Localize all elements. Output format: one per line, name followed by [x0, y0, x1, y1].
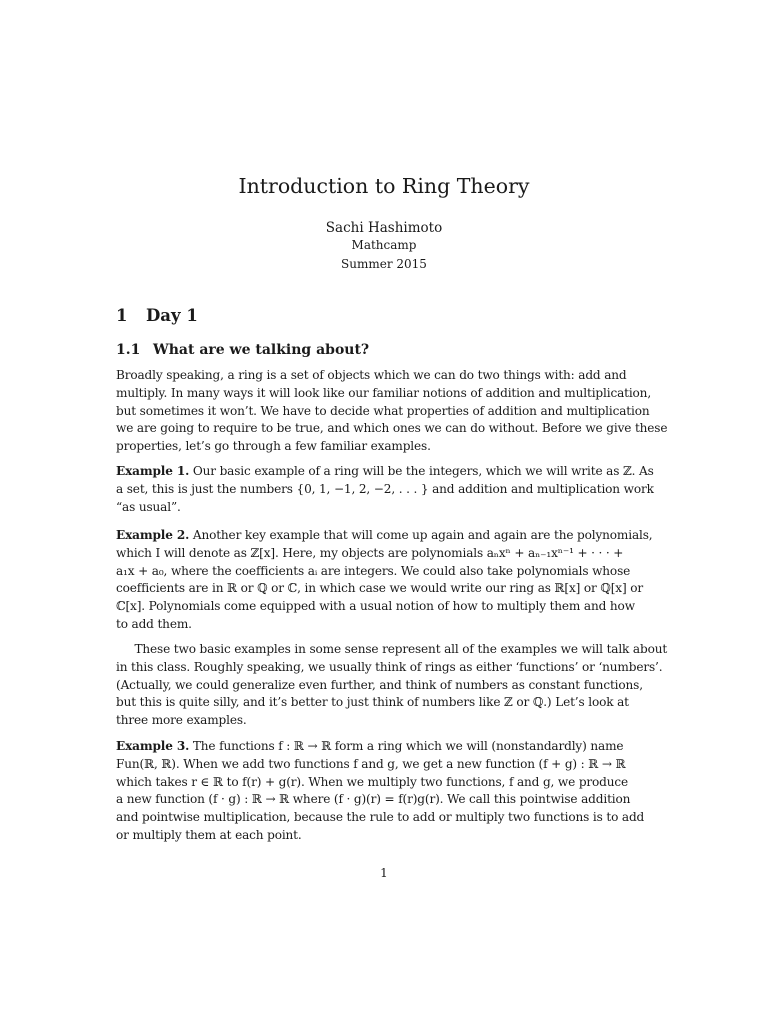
text-line	[116, 463, 654, 481]
text-line: but this is quite silly, and it’s better to just think of numbers like ℤ or ℚ.) Let’s look at	[116, 695, 629, 710]
example-text: Another key example that will come up again and again are the polynomials,	[192, 528, 653, 542]
text-line: but sometimes it won’t. We have to decide what properties of addition and multiplication	[116, 403, 650, 418]
text-line: Broadly speaking, a ring is a set of objects which we can do two things with: add and	[116, 368, 627, 382]
section-heading	[116, 305, 198, 327]
text-line: Fun(ℝ, ℝ). When we add two functions f and g, we get a new function (f + g) : ℝ → ℝ	[116, 756, 626, 771]
example-3	[116, 738, 654, 845]
subsection-number: 1.1	[116, 342, 141, 358]
text-line	[116, 527, 654, 545]
text-line: which takes r ∈ ℝ to f(r) + g(r). When we multiply two functions, f and g, we produce	[116, 774, 629, 789]
text-line	[116, 738, 654, 756]
text-line: ℂ[x]. Polynomials come equipped with a usual notion of how to multiply them and how	[116, 599, 635, 614]
subsection-title: What are we talking about?	[153, 342, 370, 358]
affiliation: Mathcamp	[351, 238, 417, 252]
text-line: a₁x + a₀, where the coefficients aᵢ are integers. We could also take polynomials whose	[116, 563, 631, 578]
discussion-paragraph	[116, 641, 668, 730]
date: Summer 2015	[341, 257, 427, 271]
section-number: 1	[116, 306, 128, 325]
author-name: Sachi Hashimoto	[325, 220, 443, 236]
section-title: Day 1	[146, 306, 198, 325]
example-2	[116, 527, 654, 634]
text-line: we are going to require to be true, and which ones we can do without. Before we give these	[116, 421, 668, 436]
text-line: a set, this is just the numbers {0, 1, −1, 2, −2, . . . } and addition and multiplication work	[116, 481, 654, 496]
text-line: multiply. In many ways it will look like our familiar notions of addition and multiplication,	[116, 385, 652, 400]
text-line: three more examples.	[116, 713, 247, 728]
example-label: Example 3.	[116, 739, 190, 753]
text-line: properties, let’s go through a few familiar examples.	[116, 439, 431, 454]
text-line: in this class. Roughly speaking, we usually think of rings as either ‘functions’ or ‘numbers’.	[116, 659, 663, 674]
paper-title: Introduction to Ring Theory	[238, 174, 530, 198]
example-label: Example 1.	[116, 464, 190, 478]
intro-paragraph	[116, 367, 668, 456]
text-line: coefficients are in ℝ or ℚ or ℂ, in which case we would write our ring as ℝ[x] or ℚ[x] or	[116, 581, 644, 596]
text-line: “as usual”.	[116, 499, 181, 514]
example-text: Our basic example of a ring will be the integers, which we will write as ℤ. As	[192, 464, 654, 478]
page-number: 1	[380, 866, 388, 880]
subsection-heading	[116, 340, 369, 360]
text-line: (Actually, we could generalize even further, and think of numbers as constant functions,	[116, 677, 643, 692]
text-line: which I will denote as ℤ[x]. Here, my objects are polynomials aₙxⁿ + aₙ₋₁xⁿ⁻¹ + · · · +	[116, 545, 624, 560]
example-text: The functions f : ℝ → ℝ form a ring which we will (nonstandardly) name	[192, 739, 624, 753]
text-line: a new function (f · g) : ℝ → ℝ where (f · g)(r) = f(r)g(r). We call this pointwise addition	[116, 792, 631, 807]
text-segment: These two basic examples in some sense represent all of the examples we will talk about	[134, 642, 668, 656]
example-1	[116, 463, 654, 516]
text-line: and pointwise multiplication, because the rule to add or multiply two functions is to add	[116, 810, 645, 825]
example-label: Example 2.	[116, 528, 190, 542]
text-line: to add them.	[116, 616, 192, 631]
text-line: or multiply them at each point.	[116, 827, 302, 842]
text-line	[116, 641, 668, 659]
